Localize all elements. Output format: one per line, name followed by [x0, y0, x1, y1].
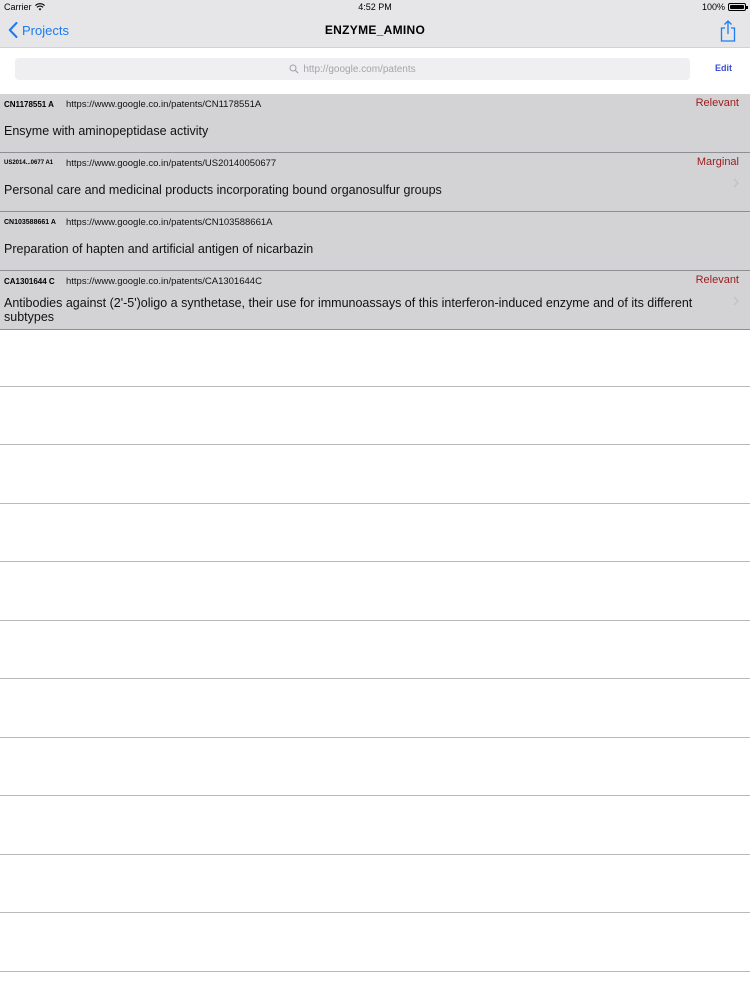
patent-list [0, 94, 750, 330]
page-title: ENZYME_AMINO [324, 23, 426, 37]
search-icon [289, 64, 299, 74]
patent-row[interactable] [0, 271, 750, 330]
patent-title: Ensyme with aminopeptidase activity [4, 124, 209, 138]
empty-row [0, 387, 750, 446]
share-button[interactable] [718, 19, 738, 43]
patent-url: https://www.google.co.in/patents/CN103588661A [66, 217, 273, 228]
battery-status [702, 2, 746, 12]
chevron-right-icon [733, 178, 739, 188]
patent-title: Personal care and medicinal products incorporating bound organosulfur groups [4, 183, 442, 197]
share-icon [718, 19, 738, 43]
patent-url: https://www.google.co.in/patents/US20140050677 [66, 158, 277, 169]
patent-row[interactable] [0, 94, 750, 153]
empty-row [0, 679, 750, 738]
patent-row[interactable] [0, 212, 750, 271]
battery-percent: 100% [701, 2, 725, 12]
status-bar [0, 0, 750, 15]
search-input[interactable] [15, 58, 690, 80]
empty-row [0, 796, 750, 855]
empty-table-rows [0, 328, 750, 972]
search-placeholder: http://google.com/patents [303, 63, 416, 75]
search-area [0, 48, 750, 94]
battery-icon [728, 3, 746, 11]
empty-row [0, 562, 750, 621]
empty-row [0, 855, 750, 914]
patent-id: CN103588661 A [4, 219, 56, 226]
patent-row[interactable] [0, 153, 750, 212]
patent-title: Antibodies against (2'-5')oligo a synthetase, their use for immunoassays of this interferon-induced enzyme and of its different subtypes [4, 296, 693, 324]
back-button-label: Projects [22, 22, 69, 38]
patent-id: US2014...0677 A1 [4, 160, 54, 166]
patent-title: Preparation of hapten and artificial antigen of nicarbazin [4, 242, 314, 256]
clock: 4:52 PM [358, 2, 392, 12]
patent-url: https://www.google.co.in/patents/CN1178551A [66, 99, 262, 110]
chevron-right-icon [733, 296, 739, 306]
relevance-label: Relevant [695, 274, 739, 286]
patent-url: https://www.google.co.in/patents/CA1301644C [66, 276, 262, 287]
patent-id: CN1178551 A [4, 100, 54, 109]
navigation-bar [0, 15, 750, 48]
empty-row [0, 328, 750, 387]
edit-button[interactable]: Edit [715, 63, 732, 73]
empty-row [0, 504, 750, 563]
empty-row [0, 445, 750, 504]
carrier-label: Carrier [4, 2, 32, 12]
empty-row [0, 621, 750, 680]
relevance-label: Relevant [695, 97, 739, 109]
relevance-label: Marginal [696, 156, 739, 168]
empty-row [0, 913, 750, 972]
empty-row [0, 738, 750, 797]
patent-id: CA1301644 C [4, 277, 55, 286]
